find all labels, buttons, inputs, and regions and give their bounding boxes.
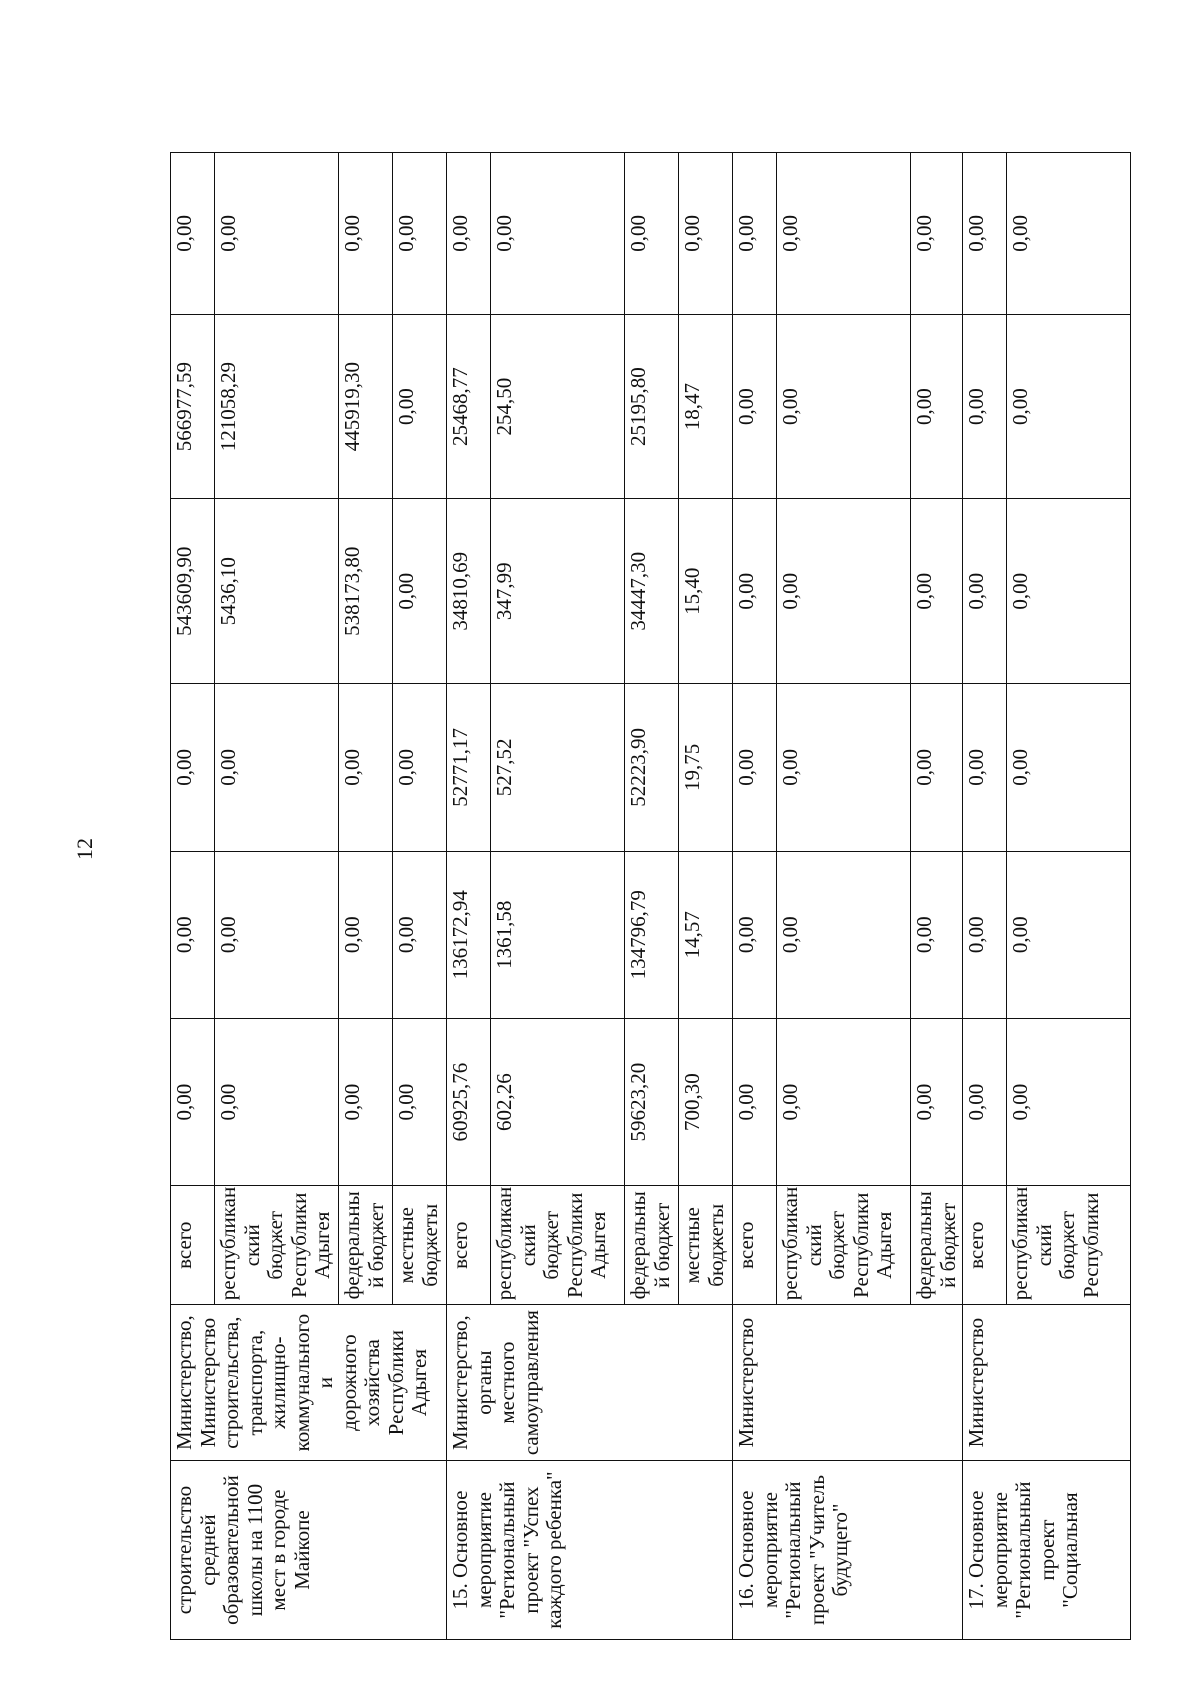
- budget-table-sheet: [170, 152, 1104, 1640]
- executor-cell: Министерство: [733, 1305, 963, 1461]
- amount-cell: 0,00: [963, 1018, 1007, 1185]
- amount-cell: 0,00: [393, 851, 447, 1018]
- amount-cell: 538173,80: [339, 499, 393, 684]
- amount-cell: 52223,90: [625, 684, 679, 851]
- amount-cell: 0,00: [339, 851, 393, 1018]
- amount-cell: 0,00: [777, 499, 911, 684]
- amount-cell: 0,00: [777, 684, 911, 851]
- amount-cell: 134796,79: [625, 851, 679, 1018]
- page-number: 12: [72, 838, 97, 860]
- funding-source-cell: местные бюджеты: [679, 1186, 733, 1305]
- amount-cell: 136172,94: [447, 851, 491, 1018]
- amount-cell: 0,00: [777, 153, 911, 315]
- amount-cell: 0,00: [911, 851, 963, 1018]
- amount-cell: 19,75: [679, 684, 733, 851]
- amount-cell: 0,00: [733, 499, 777, 684]
- funding-source-cell: федеральны й бюджет: [339, 1186, 393, 1305]
- budget-table-body: [171, 153, 1131, 1640]
- amount-cell: 0,00: [393, 314, 447, 499]
- amount-cell: 0,00: [339, 1018, 393, 1185]
- amount-cell: 121058,29: [215, 314, 339, 499]
- amount-cell: 0,00: [171, 684, 215, 851]
- table-row: [733, 153, 777, 1640]
- amount-cell: 445919,30: [339, 314, 393, 499]
- amount-cell: 0,00: [777, 314, 911, 499]
- amount-cell: 0,00: [679, 153, 733, 315]
- amount-cell: 25195,80: [625, 314, 679, 499]
- table-row: [963, 153, 1007, 1640]
- amount-cell: 0,00: [447, 153, 491, 315]
- funding-source-cell: федеральны й бюджет: [625, 1186, 679, 1305]
- amount-cell: 52771,17: [447, 684, 491, 851]
- amount-cell: 0,00: [215, 851, 339, 1018]
- table-row: [447, 153, 491, 1640]
- amount-cell: 0,00: [1007, 684, 1131, 851]
- amount-cell: 5436,10: [215, 499, 339, 684]
- activity-name-cell: 15. Основное мероприятие "Региональный проект "Успех каждого ребенка": [447, 1461, 733, 1640]
- amount-cell: 0,00: [733, 851, 777, 1018]
- amount-cell: 0,00: [733, 1018, 777, 1185]
- funding-source-cell: республикан ский бюджет Республики: [1007, 1186, 1131, 1305]
- executor-cell: Министерство, Министерство строительства, транспорта, жилищно- коммунального и дорожного хозяйства Республики Адыгея: [171, 1305, 447, 1461]
- activity-name-cell: строительство средней образовательной школы на 1100 мест в городе Майкопе: [171, 1461, 447, 1640]
- funding-source-cell: всего: [963, 1186, 1007, 1305]
- amount-cell: 0,00: [963, 153, 1007, 315]
- amount-cell: 59623,20: [625, 1018, 679, 1185]
- executor-cell: Министерство, органы местного самоуправления: [447, 1305, 733, 1461]
- amount-cell: 34810,69: [447, 499, 491, 684]
- funding-source-cell: республикан ский бюджет Республики Адыгея: [215, 1186, 339, 1305]
- amount-cell: 0,00: [777, 851, 911, 1018]
- amount-cell: 0,00: [393, 1018, 447, 1185]
- amount-cell: 0,00: [1007, 314, 1131, 499]
- activity-name-cell: 16. Основное мероприятие "Региональный проект "Учитель будущего": [733, 1461, 963, 1640]
- amount-cell: 0,00: [911, 153, 963, 315]
- amount-cell: 0,00: [215, 684, 339, 851]
- amount-cell: 0,00: [393, 153, 447, 315]
- funding-source-cell: республикан ский бюджет Республики Адыгея: [777, 1186, 911, 1305]
- funding-source-cell: всего: [447, 1186, 491, 1305]
- amount-cell: 0,00: [215, 153, 339, 315]
- amount-cell: 0,00: [1007, 851, 1131, 1018]
- amount-cell: 0,00: [393, 499, 447, 684]
- amount-cell: 0,00: [911, 314, 963, 499]
- amount-cell: 0,00: [171, 851, 215, 1018]
- amount-cell: 602,26: [491, 1018, 625, 1185]
- amount-cell: 0,00: [491, 153, 625, 315]
- amount-cell: 543609,90: [171, 499, 215, 684]
- funding-source-cell: республикан ский бюджет Республики Адыгея: [491, 1186, 625, 1305]
- activity-name-cell: 17. Основное мероприятие "Региональный проект "Социальная: [963, 1461, 1131, 1640]
- amount-cell: 14,57: [679, 851, 733, 1018]
- amount-cell: 700,30: [679, 1018, 733, 1185]
- amount-cell: 0,00: [911, 499, 963, 684]
- amount-cell: 0,00: [625, 153, 679, 315]
- amount-cell: 0,00: [963, 684, 1007, 851]
- amount-cell: 0,00: [911, 684, 963, 851]
- amount-cell: 1361,58: [491, 851, 625, 1018]
- amount-cell: 0,00: [733, 314, 777, 499]
- amount-cell: 0,00: [339, 153, 393, 315]
- amount-cell: 0,00: [339, 684, 393, 851]
- funding-source-cell: федеральны й бюджет: [911, 1186, 963, 1305]
- amount-cell: 18,47: [679, 314, 733, 499]
- amount-cell: 347,99: [491, 499, 625, 684]
- amount-cell: 0,00: [777, 1018, 911, 1185]
- amount-cell: 0,00: [171, 1018, 215, 1185]
- amount-cell: 254,50: [491, 314, 625, 499]
- amount-cell: 0,00: [911, 1018, 963, 1185]
- amount-cell: 0,00: [733, 153, 777, 315]
- funding-source-cell: всего: [733, 1186, 777, 1305]
- amount-cell: 34447,30: [625, 499, 679, 684]
- amount-cell: 25468,77: [447, 314, 491, 499]
- amount-cell: 0,00: [1007, 1018, 1131, 1185]
- amount-cell: 0,00: [733, 684, 777, 851]
- amount-cell: 0,00: [963, 314, 1007, 499]
- amount-cell: 566977,59: [171, 314, 215, 499]
- budget-table: [170, 152, 1131, 1640]
- executor-cell: Министерство: [963, 1305, 1131, 1461]
- table-row: [171, 153, 215, 1640]
- amount-cell: 0,00: [1007, 499, 1131, 684]
- amount-cell: 60925,76: [447, 1018, 491, 1185]
- amount-cell: 527,52: [491, 684, 625, 851]
- amount-cell: 0,00: [171, 153, 215, 315]
- amount-cell: 0,00: [215, 1018, 339, 1185]
- amount-cell: 0,00: [393, 684, 447, 851]
- amount-cell: 0,00: [963, 499, 1007, 684]
- funding-source-cell: местные бюджеты: [393, 1186, 447, 1305]
- funding-source-cell: всего: [171, 1186, 215, 1305]
- amount-cell: 0,00: [1007, 153, 1131, 315]
- amount-cell: 15,40: [679, 499, 733, 684]
- amount-cell: 0,00: [963, 851, 1007, 1018]
